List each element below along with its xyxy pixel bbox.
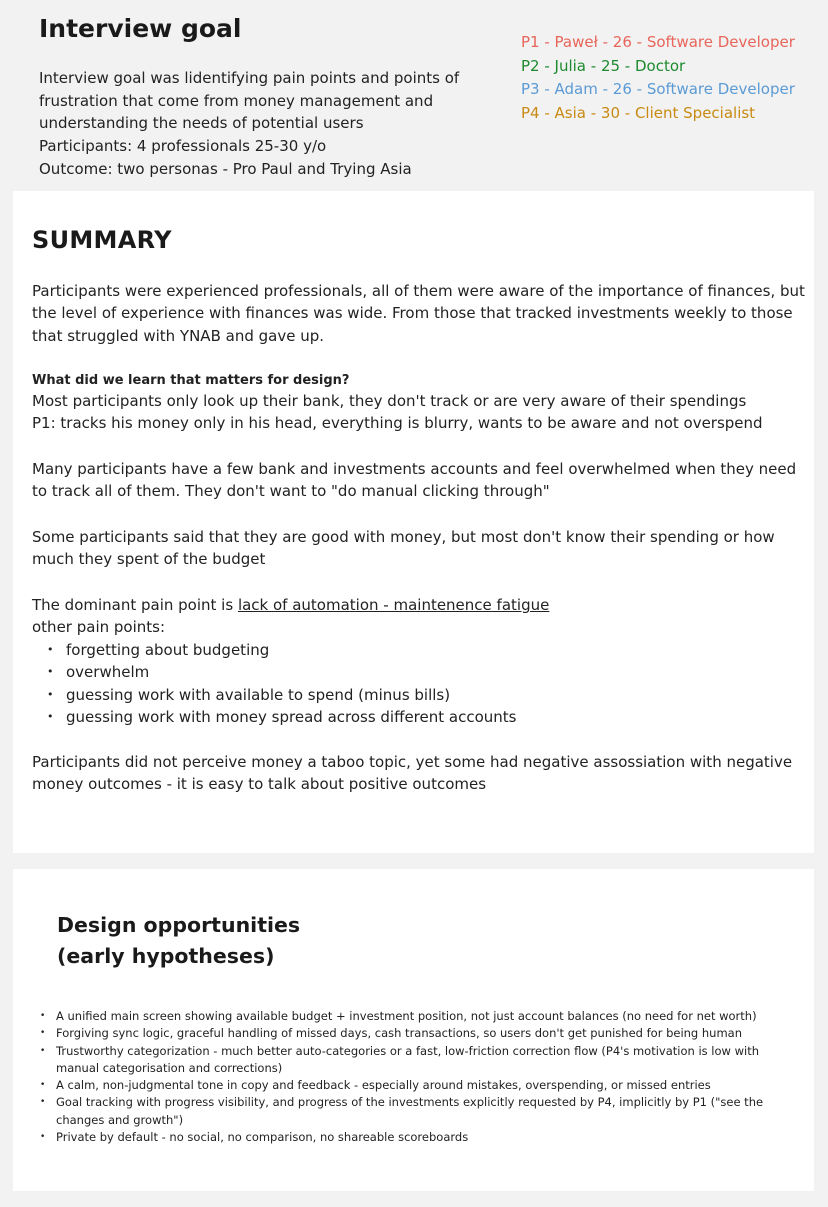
text-line: Many participants have a few bank and investments accounts and feel overwhelmed when they need [32,460,797,478]
dominant-pain-point [32,594,802,616]
text-line: Participants did not perceive money a taboo topic, yet some had negative assossiation with negative [32,753,793,771]
participant-p2: P2 - Julia - 25 - Doctor [521,56,686,75]
list-item [39,1077,799,1094]
text-line: to track all of them. They don't want to "do manual clicking through" [32,482,550,501]
bullet-icon: • [40,1132,46,1143]
bullet-icon: • [40,1045,46,1056]
opportunity-text: Private by default - no social, no comparison, no shareable scoreboards [56,1130,469,1145]
dominant-pain-point-highlight: lack of automation - maintenence fatigue [237,596,550,614]
text-line: Most participants only look up their bank, they don't track or are very aware of their spendings [32,392,747,410]
accounts-paragraph [32,458,802,503]
title-line: (early hypotheses) [57,944,275,968]
other-pain-points-label: other pain points: [32,618,166,637]
bullet-icon: • [47,710,54,724]
text-line: the level of experience with finances was wide. From those that tracked investments weekly to those [32,304,793,323]
goal-line: frustration that come from money management and [39,91,434,110]
pain-point-text: forgetting about budgeting [66,640,270,659]
pain-points-list [32,639,802,729]
bullet-icon: • [40,1028,46,1039]
bullet-icon: • [47,687,54,701]
opportunity-text: Goal tracking with progress visibility, and progress of the investments explicitly requested by P4, implicitly by P1 ("see the changes and growth") [56,1095,764,1127]
summary-intro [32,280,805,347]
list-item [39,1129,799,1146]
page-title: Interview goal [39,14,242,43]
participant-p4: P4 - Asia - 30 - Client Specialist [521,103,756,122]
pain-points-block [32,594,802,728]
text-line: much they spent of the budget [32,550,266,569]
text-line: Participants were experienced professionals, all of them were aware of the importance of finances, but [32,282,805,300]
opportunity-text: A calm, non-judgmental tone in copy and feedback - especially around mistakes, overspending, or missed entries [56,1078,711,1093]
bullet-icon: • [40,1080,46,1091]
design-opportunities-card [13,869,814,1191]
learnings-heading: What did we learn that matters for design? [32,373,350,388]
goal-line: understanding the needs of potential users [39,114,364,133]
pain-point-text: guessing work with money spread across different accounts [66,708,517,727]
list-item [32,661,802,683]
list-item [39,1025,799,1042]
title-line: Design opportunities [57,913,301,937]
pain-point-text: overwhelm [66,663,150,682]
list-item [32,706,802,728]
participant-p3: P3 - Adam - 26 - Software Developer [521,80,795,99]
opportunities-list [39,1008,799,1146]
bullet-icon: • [47,665,54,679]
text-line: money outcomes - it is easy to talk about positive outcomes [32,775,487,794]
pain-point-text: guessing work with available to spend (minus bills) [66,685,451,704]
text-line: P1: tracks his money only in his head, everything is blurry, wants to be aware and not overspend [32,414,763,433]
summary-title: SUMMARY [32,226,172,254]
design-opportunities-title [57,910,300,972]
list-item [39,1043,799,1078]
opportunity-text: Forgiving sync logic, graceful handling of missed days, cash transactions, so users don't get punished for being human [56,1026,743,1041]
learnings-block [32,372,802,435]
list-item [39,1008,799,1025]
participants-line: Participants: 4 professionals 25-30 y/o [39,137,327,156]
opportunity-text: Trustworthy categorization - much better auto-categories or a fast, low-friction correction flow (P4's motivation is low with manual categorisation and corrections) [56,1043,759,1075]
bullet-icon: • [40,1097,46,1108]
good-with-money-paragraph [32,526,802,571]
list-item [32,639,802,661]
participant-p1: P1 - Paweł - 26 - Software Developer [521,33,795,51]
taboo-paragraph [32,751,802,796]
opportunity-text: A unified main screen showing available budget + investment position, not just account balances (no need for net worth) [56,1009,757,1023]
bullet-icon: • [40,1011,46,1021]
interview-goal-section [0,0,828,190]
bullet-icon: • [47,642,54,656]
text-line: that struggled with YNAB and gave up. [32,326,324,345]
outcome-line: Outcome: two personas - Pro Paul and Trying Asia [39,159,412,178]
summary-card [13,191,814,853]
list-item [39,1094,799,1129]
list-item [32,684,802,706]
text-line: Some participants said that they are good with money, but most don't know their spending or how [32,528,775,546]
participants-list [521,31,795,125]
interview-goal-description [39,67,479,181]
goal-line: Interview goal was lidentifying pain points and points of [39,69,460,87]
dominant-prefix: The dominant pain point is [32,596,238,614]
